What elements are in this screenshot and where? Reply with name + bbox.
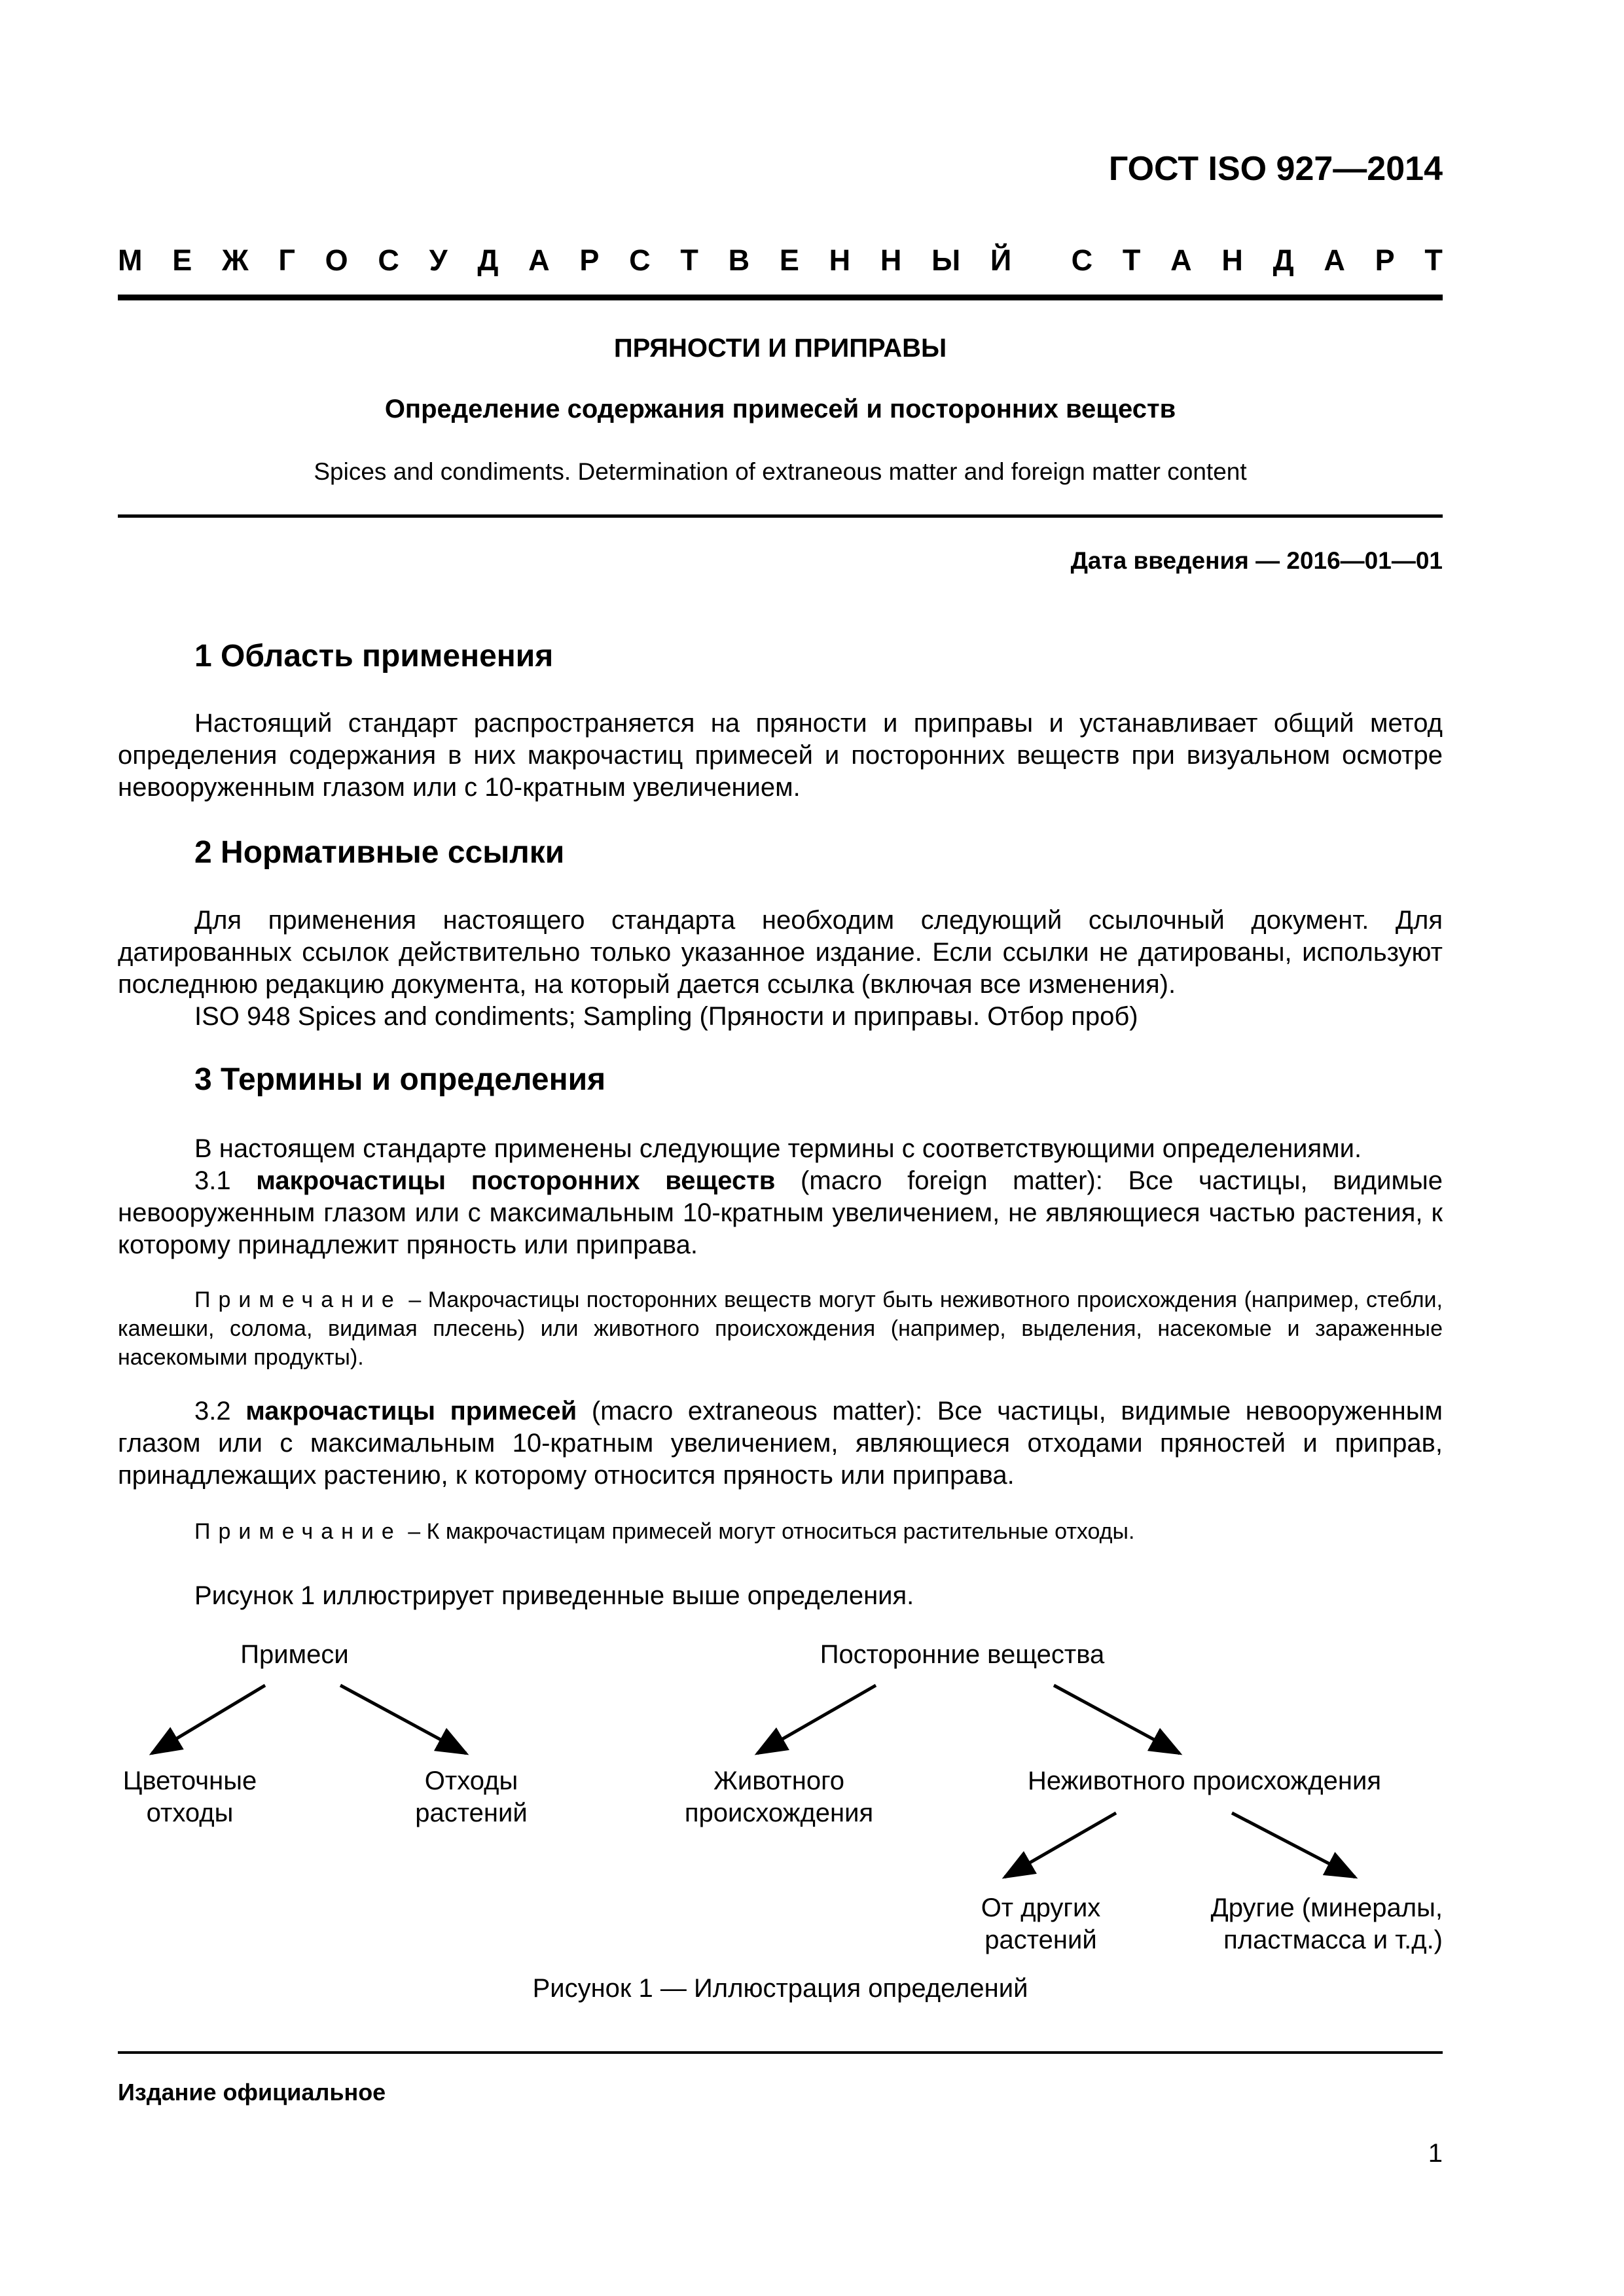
note-text: – К макрочастицам примесей могут относиться растительные отходы. <box>408 1519 1135 1544</box>
banner-letter: О <box>325 243 348 277</box>
node-foreign-matter: Посторонние вещества <box>820 1640 1105 1669</box>
banner-letter: Н <box>829 243 851 277</box>
banner-letter: А <box>1170 243 1192 277</box>
note-label: Примечание <box>194 1287 402 1312</box>
term-definition: (macro foreign matter): Все частицы, видимые невооруженным глазом или с максимальным 10-кратным увеличением, не являющиеся частью растения, к которому принадлежит пряность или приправа. <box>118 1166 1443 1259</box>
footer-divider <box>118 2051 1443 2054</box>
banner-letter: Г <box>278 243 295 277</box>
note-text: – Макрочастицы посторонних веществ могут быть неживотного происхождения (например, стебли, камешки, солома, видимая плесень) или животного происхождения (например, выделения, насекомые и зараженные насекомыми продукты). <box>118 1287 1443 1370</box>
banner-letter: Н <box>1221 243 1243 277</box>
term-name: макрочастицы примесей <box>245 1397 577 1426</box>
node-line: растений <box>415 1799 528 1827</box>
term-number: 3.1 <box>194 1166 231 1195</box>
node-line: отходы <box>146 1799 234 1827</box>
banner-letter: Д <box>1272 243 1294 277</box>
node-line: растений <box>984 1926 1097 1954</box>
banner-letter: А <box>528 243 550 277</box>
banner-letter: Й <box>990 243 1012 277</box>
node-non-animal-origin: Неживотного происхождения <box>1028 1767 1381 1795</box>
english-title: Spices and condiments. Determination of extraneous matter and foreign matter content <box>314 458 1247 485</box>
figure-intro: Рисунок 1 иллюстрирует приведенные выше определения. <box>194 1581 914 1610</box>
section-2-heading: 2 Нормативные ссылки <box>194 835 565 870</box>
node-flower-waste <box>105 1765 275 1829</box>
node-line: Отходы <box>424 1767 518 1795</box>
node-plant-waste <box>393 1765 550 1829</box>
arrow-nonanimal-plants <box>1005 1813 1116 1877</box>
arrow-foreign-nonanimal <box>1054 1685 1180 1753</box>
banner-letter: Ы <box>931 243 961 277</box>
banner-letter: Д <box>477 243 499 277</box>
banner-letter: Т <box>680 243 698 277</box>
note-label: Примечание <box>194 1519 402 1544</box>
section-1-heading: 1 Область применения <box>194 639 554 673</box>
page-number: 1 <box>1428 2139 1443 2168</box>
node-impurities: Примеси <box>240 1640 349 1669</box>
term-definition: (macro extraneous matter): Все частицы, видимые невооруженным глазом или с максимальным 10-кратным увеличением, являющиеся отходами пряностей и приправ, принадлежащих растению, к которому относится пряность или приправа. <box>118 1397 1443 1490</box>
node-animal-origin <box>668 1765 890 1829</box>
banner-letter: С <box>1071 243 1093 277</box>
node-line: пластмасса и т.д.) <box>1223 1926 1443 1954</box>
standard-title: ПРЯНОСТИ И ПРИПРАВЫ <box>613 334 947 363</box>
term-number: 3.2 <box>194 1397 231 1426</box>
banner-letter: Е <box>779 243 799 277</box>
normative-reference: ISO 948 Spices and condiments; Sampling (Пряности и приправы. Отбор проб) <box>194 1002 1138 1031</box>
banner-letter: Т <box>1424 243 1443 277</box>
figure-caption: Рисунок 1 — Иллюстрация определений <box>532 1974 1028 2003</box>
section-1-text: Настоящий стандарт распространяется на пряности и приправы и устанавливает общий метод определения содержания в них макрочастиц примесей и посторонних веществ при визуальном осмотре невооруженным глазом или с 10-кратным увеличением. <box>118 709 1443 802</box>
section-3-heading: 3 Термины и определения <box>194 1062 606 1097</box>
banner-letter: С <box>629 243 651 277</box>
node-other-plants <box>943 1892 1139 1956</box>
node-line: Цветочные <box>122 1767 257 1795</box>
banner-letter: У <box>429 243 448 277</box>
banner-letter: С <box>378 243 399 277</box>
banner-letter: Ж <box>221 243 249 277</box>
banner-letter: В <box>728 243 750 277</box>
node-line: От других <box>981 1893 1101 1922</box>
arrow-impurities-plant <box>340 1685 466 1753</box>
node-line: Другие (минералы, <box>1210 1893 1443 1922</box>
node-line: происхождения <box>684 1799 874 1827</box>
node-line: Животного <box>713 1767 845 1795</box>
banner-letter: Е <box>172 243 192 277</box>
arrow-nonanimal-others <box>1232 1813 1355 1877</box>
banner-letter: Р <box>579 243 600 277</box>
arrow-impurities-flower <box>152 1685 265 1753</box>
section-2-text: Для применения настоящего стандарта необходим следующий ссылочный документ. Для датированных ссылок действительно только указанное издание. Если ссылки не датированы, используют последнюю редакцию документа, на который дается ссылка (включая все изменения). <box>118 906 1443 999</box>
section-3-intro: В настоящем стандарте применены следующие термины с соответствующими определениями. <box>194 1134 1362 1163</box>
introduction-date: Дата введения — 2016—01—01 <box>1070 547 1443 574</box>
document-number: ГОСТ ISO 927—2014 <box>1108 150 1443 188</box>
banner-letter: Т <box>1122 243 1141 277</box>
banner-letter: А <box>1324 243 1345 277</box>
banner-letter: Р <box>1375 243 1395 277</box>
arrow-foreign-animal <box>757 1685 876 1753</box>
banner-letter: Н <box>880 243 902 277</box>
standard-subtitle: Определение содержания примесей и посторонних веществ <box>384 395 1176 423</box>
term-name: макрочастицы посторонних веществ <box>256 1166 776 1195</box>
banner-letter: М <box>118 243 143 277</box>
official-edition: Издание официальное <box>118 2079 386 2106</box>
node-others <box>1165 1892 1443 1956</box>
